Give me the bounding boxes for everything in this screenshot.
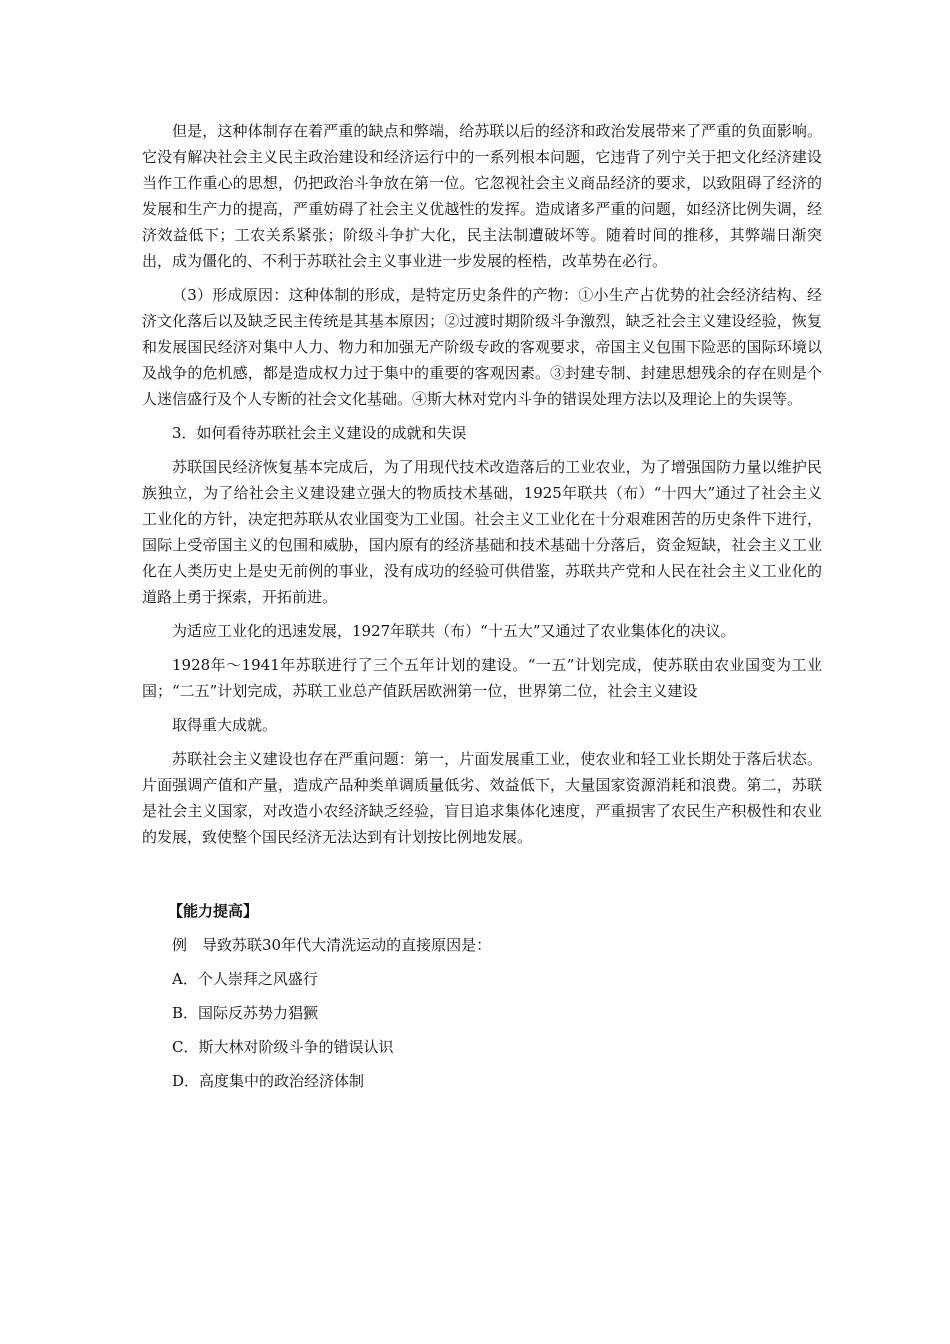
paragraph-industrialization: 苏联国民经济恢复基本完成后，为了用现代技术改造落后的工业农业，为了增强国防力量以维护民族独立，为了给社会主义建设建立强大的物质技术基础，1925年联共（布）“十四大”通过了社会主义工业化的方针，决定把苏联从农业国变为工业国。社会主义工业化在十分艰难困苦的历史条件下进行，国际上受帝国主义的包围和威胁，国内原有的经济基础和技术基础十分落后，资金短缺，社会主义工业化在人类历史上是史无前例的事业，没有成功的经验可供借鉴，苏联共产党和人民在社会主义工业化的道路上勇于探索，开拓前进。 [142, 458, 822, 606]
section-title-achievements: 3．如何看待苏联社会主义建设的成就和失误 [172, 424, 467, 442]
paragraph-causes: （3）形成原因：这种体制的形成，是特定历史条件的产物：①小生产占优势的社会经济结构、经济文化落后以及缺乏民主传统是其基本原因；②过渡时期阶级斗争激烈，缺乏社会主义建设经验，恢复和发展国民经济对集中人力、物力和加强无产阶级专政的客观要求，帝国主义包围下险恶的国际环境以及战争的危机感，都是造成权力过于集中的重要的客观因素。③封建专制、封建思想残余的存在则是个人迷信盛行及个人专断的社会文化基础。④斯大林对党内斗争的错误处理方法以及理论上的失误等。 [142, 286, 822, 408]
paragraph-achievement-result: 取得重大成就。 [172, 716, 278, 734]
exercise-option-a: A．个人崇拜之风盛行 [172, 970, 318, 988]
exercise-heading: 【能力提高】 [168, 902, 259, 920]
paragraph-five-year-plans: 1928年～1941年苏联进行了三个五年计划的建设。“一五”计划完成，使苏联由农业国变为工业国；“二五”计划完成，苏联工业总产值跃居欧洲第一位，世界第二位，社会主义建设 [142, 656, 822, 700]
paragraph-drawbacks: 但是，这种体制存在着严重的缺点和弊端，给苏联以后的经济和政治发展带来了严重的负面影响。它没有解决社会主义民主政治建设和经济运行中的一系列根本问题，它违背了列宁关于把文化经济建设当作工作重心的思想，仍把政治斗争放在第一位。它忽视社会主义商品经济的要求，以致阻碍了经济的发展和生产力的提高，严重妨碍了社会主义优越性的发挥。造成诸多严重的问题，如经济比例失调，经济效益低下；工农关系紧张；阶级斗争扩大化，民主法制遭破坏等。随着时间的推移，其弊端日渐突出，成为僵化的、不利于苏联社会主义事业进一步发展的桎梏，改革势在必行。 [142, 122, 822, 270]
exercise-option-b: B．国际反苏势力猖獗 [172, 1004, 319, 1022]
exercise-question: 例 导致苏联30年代大清洗运动的直接原因是： [172, 936, 492, 954]
document-page [142, 118, 822, 1094]
paragraph-problems: 苏联社会主义建设也存在严重问题：第一，片面发展重工业，使农业和轻工业长期处于落后状态。片面强调产值和产量，造成产品种类单调质量低劣、效益低下，大量国家资源消耗和浪费。第二，苏联是社会主义国家，对改造小农经济缺乏经验，盲目追求集体化速度，严重损害了农民生产积极性和农业的发展，致使整个国民经济无法达到有计划按比例地发展。 [142, 750, 822, 846]
exercise-option-d: D．高度集中的政治经济体制 [172, 1072, 365, 1090]
exercise-option-c: C．斯大林对阶级斗争的错误认识 [172, 1038, 394, 1056]
paragraph-collectivization: 为适应工业化的迅速发展，1927年联共（布）“十五大”又通过了农业集体化的决议。 [172, 622, 736, 640]
